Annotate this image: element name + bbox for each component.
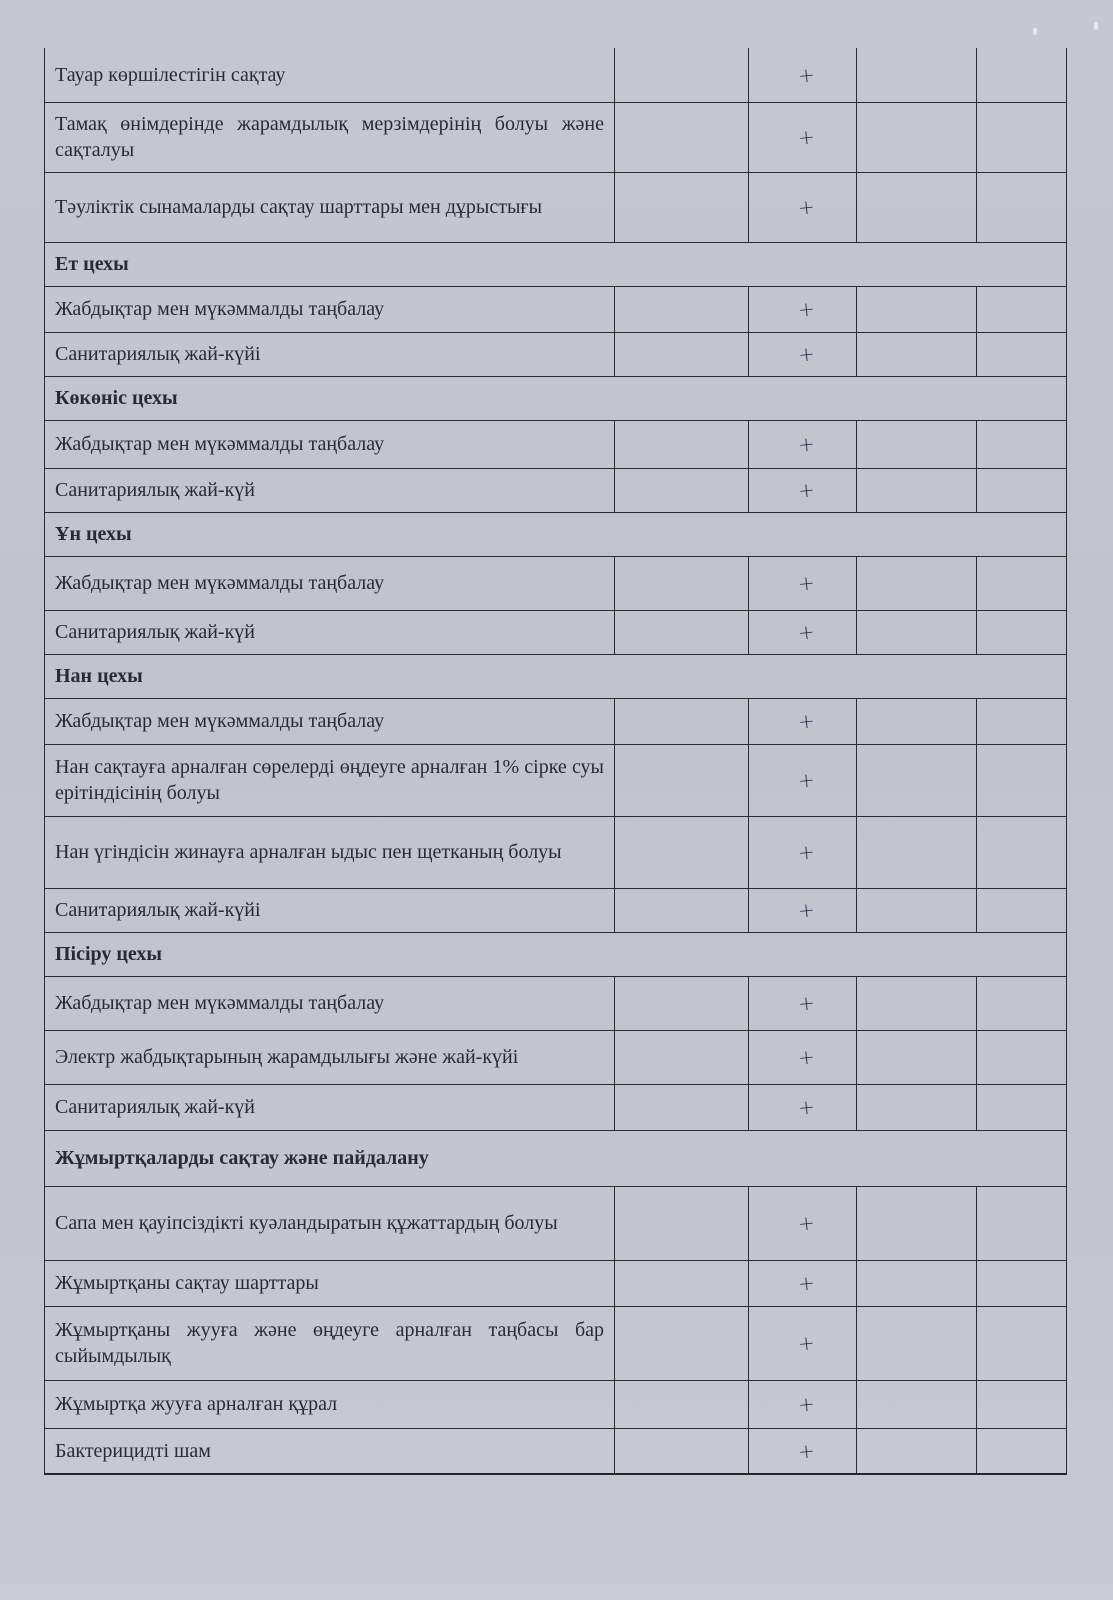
handwritten-mark-cell — [749, 420, 857, 468]
empty-cell — [857, 468, 977, 512]
plus-mark-icon: + — [796, 1437, 817, 1464]
handwritten-mark-cell — [749, 1030, 857, 1084]
handwritten-mark-cell — [749, 102, 857, 172]
handwritten-mark-cell — [749, 1306, 857, 1380]
plus-mark-icon: + — [796, 431, 817, 457]
section-header-row — [45, 654, 1067, 698]
empty-cell — [857, 556, 977, 610]
empty-cell — [857, 1260, 977, 1306]
empty-cell — [857, 888, 977, 932]
handwritten-mark-cell — [749, 468, 857, 512]
plus-mark-icon: + — [796, 194, 817, 220]
checklist-row — [45, 48, 1067, 102]
empty-cell — [615, 1306, 749, 1380]
plus-mark-icon: + — [796, 767, 817, 793]
checklist-row — [45, 1030, 1067, 1084]
plus-mark-icon: + — [796, 990, 817, 1016]
checklist-row — [45, 1084, 1067, 1130]
plus-mark-icon: + — [796, 897, 817, 923]
empty-cell — [857, 420, 977, 468]
plus-mark-icon: + — [796, 570, 817, 596]
checklist-row — [45, 556, 1067, 610]
section-header-row — [45, 932, 1067, 976]
section-title: Ұн цехы — [45, 512, 1067, 556]
empty-cell — [857, 48, 977, 102]
empty-cell — [615, 698, 749, 744]
empty-cell — [857, 332, 977, 376]
plus-mark-icon: + — [796, 1330, 817, 1356]
empty-cell — [977, 744, 1067, 816]
checklist-row — [45, 1306, 1067, 1380]
handwritten-mark-cell — [749, 1186, 857, 1260]
empty-cell — [857, 1306, 977, 1380]
empty-cell — [977, 610, 1067, 654]
paper-speck — [1033, 28, 1037, 35]
section-header-row — [45, 1130, 1067, 1186]
checklist-item-label: Бактерицидті шам — [45, 1428, 615, 1474]
checklist-row — [45, 1380, 1067, 1428]
empty-cell — [615, 556, 749, 610]
checklist-row — [45, 976, 1067, 1030]
checklist-row — [45, 420, 1067, 468]
empty-cell — [977, 556, 1067, 610]
plus-mark-icon: + — [796, 296, 817, 322]
empty-cell — [977, 332, 1067, 376]
empty-cell — [857, 610, 977, 654]
checklist-item-label: Санитариялық жай-күй — [45, 1084, 615, 1130]
empty-cell — [857, 744, 977, 816]
empty-cell — [615, 286, 749, 332]
plus-mark-icon: + — [796, 1270, 817, 1296]
empty-cell — [615, 102, 749, 172]
empty-cell — [857, 1428, 977, 1474]
section-title: Пісіру цехы — [45, 932, 1067, 976]
plus-mark-icon: + — [796, 1391, 817, 1417]
empty-cell — [857, 1084, 977, 1130]
checklist-row — [45, 744, 1067, 816]
empty-cell — [977, 888, 1067, 932]
empty-cell — [977, 1260, 1067, 1306]
empty-cell — [615, 172, 749, 242]
handwritten-mark-cell — [749, 1428, 857, 1474]
empty-cell — [857, 286, 977, 332]
empty-cell — [857, 172, 977, 242]
empty-cell — [857, 698, 977, 744]
empty-cell — [977, 1306, 1067, 1380]
checklist-item-label: Жабдықтар мен мүкәммалды таңбалау — [45, 286, 615, 332]
handwritten-mark-cell — [749, 698, 857, 744]
empty-cell — [977, 48, 1067, 102]
empty-cell — [615, 1084, 749, 1130]
section-header-row — [45, 512, 1067, 556]
empty-cell — [977, 816, 1067, 888]
handwritten-mark-cell — [749, 332, 857, 376]
handwritten-mark-cell — [749, 172, 857, 242]
empty-cell — [857, 1380, 977, 1428]
section-title: Жұмыртқаларды сақтау және пайдалану — [45, 1130, 1067, 1186]
handwritten-mark-cell — [749, 610, 857, 654]
empty-cell — [615, 1260, 749, 1306]
empty-cell — [615, 976, 749, 1030]
checklist-row — [45, 172, 1067, 242]
empty-cell — [977, 286, 1067, 332]
plus-mark-icon: + — [796, 839, 817, 865]
handwritten-mark-cell — [749, 976, 857, 1030]
empty-cell — [857, 816, 977, 888]
checklist-item-label: Жабдықтар мен мүкәммалды таңбалау — [45, 976, 615, 1030]
plus-mark-icon: + — [796, 708, 817, 734]
checklist-item-label: Санитариялық жай-күйі — [45, 332, 615, 376]
empty-cell — [615, 816, 749, 888]
checklist-item-label: Жұмыртқаны сақтау шарттары — [45, 1260, 615, 1306]
empty-cell — [977, 468, 1067, 512]
empty-cell — [615, 420, 749, 468]
empty-cell — [977, 420, 1067, 468]
checklist-row — [45, 332, 1067, 376]
section-title: Көкөніс цехы — [45, 376, 1067, 420]
empty-cell — [977, 1084, 1067, 1130]
checklist-item-label: Нан үгіндісін жинауға арналған ыдыс пен щетканың болуы — [45, 816, 615, 888]
checklist-item-label: Санитариялық жай-күйі — [45, 888, 615, 932]
empty-cell — [977, 698, 1067, 744]
checklist-item-label: Жұмыртқаны жууға және өңдеуге арналған таңбасы бар сыйымдылық — [45, 1306, 615, 1380]
checklist-item-label: Тәуліктік сынамаларды сақтау шарттары мен дұрыстығы — [45, 172, 615, 242]
checklist-item-label: Электр жабдықтарының жарамдылығы және жай-күйі — [45, 1030, 615, 1084]
empty-cell — [615, 48, 749, 102]
checklist-body — [45, 48, 1067, 1474]
checklist-item-label: Жабдықтар мен мүкәммалды таңбалау — [45, 698, 615, 744]
checklist-item-label: Жабдықтар мен мүкәммалды таңбалау — [45, 556, 615, 610]
section-title: Ет цехы — [45, 242, 1067, 286]
empty-cell — [615, 332, 749, 376]
checklist-row — [45, 1260, 1067, 1306]
handwritten-mark-cell — [749, 286, 857, 332]
section-header-row — [45, 376, 1067, 420]
empty-cell — [857, 102, 977, 172]
handwritten-mark-cell — [749, 888, 857, 932]
empty-cell — [615, 468, 749, 512]
handwritten-mark-cell — [749, 556, 857, 610]
checklist-item-label: Жабдықтар мен мүкәммалды таңбалау — [45, 420, 615, 468]
checklist-row — [45, 286, 1067, 332]
checklist-row — [45, 888, 1067, 932]
checklist-item-label: Сапа мен қауіпсіздікті куәландыратын құжаттардың болуы — [45, 1186, 615, 1260]
plus-mark-icon: + — [796, 1210, 817, 1236]
empty-cell — [857, 1186, 977, 1260]
empty-cell — [977, 1030, 1067, 1084]
plus-mark-icon: + — [796, 619, 817, 645]
checklist-row — [45, 610, 1067, 654]
empty-cell — [615, 610, 749, 654]
empty-cell — [977, 976, 1067, 1030]
checklist-row — [45, 1186, 1067, 1260]
handwritten-mark-cell — [749, 1260, 857, 1306]
handwritten-mark-cell — [749, 1380, 857, 1428]
plus-mark-icon: + — [796, 477, 817, 503]
empty-cell — [857, 976, 977, 1030]
plus-mark-icon: + — [796, 124, 817, 150]
checklist-item-label: Тауар көршілестігін сақтау — [45, 48, 615, 102]
empty-cell — [977, 102, 1067, 172]
empty-cell — [977, 1186, 1067, 1260]
checklist-row — [45, 698, 1067, 744]
plus-mark-icon: + — [796, 1094, 817, 1120]
checklist-row — [45, 468, 1067, 512]
empty-cell — [977, 172, 1067, 242]
checklist-row — [45, 1428, 1067, 1474]
checklist-item-label: Санитариялық жай-күй — [45, 468, 615, 512]
inspection-checklist-table — [44, 48, 1067, 1475]
empty-cell — [857, 1030, 977, 1084]
empty-cell — [977, 1380, 1067, 1428]
empty-cell — [615, 1428, 749, 1474]
handwritten-mark-cell — [749, 48, 857, 102]
checklist-item-label: Жұмыртқа жууға арналған құрал — [45, 1380, 615, 1428]
checklist-row — [45, 102, 1067, 172]
checklist-item-label: Тамақ өнімдерінде жарамдылық мерзімдерінің болуы және сақталуы — [45, 102, 615, 172]
empty-cell — [977, 1428, 1067, 1474]
handwritten-mark-cell — [749, 744, 857, 816]
section-title: Нан цехы — [45, 654, 1067, 698]
plus-mark-icon: + — [796, 61, 817, 88]
checklist-item-label: Санитариялық жай-күй — [45, 610, 615, 654]
checklist-item-label: Нан сақтауға арналған сөрелерді өңдеуге арналған 1% сірке суы ерітіндісінің болуы — [45, 744, 615, 816]
section-header-row — [45, 242, 1067, 286]
checklist-row — [45, 816, 1067, 888]
handwritten-mark-cell — [749, 816, 857, 888]
handwritten-mark-cell — [749, 1084, 857, 1130]
empty-cell — [615, 888, 749, 932]
paper-speck — [1094, 22, 1098, 30]
empty-cell — [615, 1186, 749, 1260]
empty-cell — [615, 744, 749, 816]
empty-cell — [615, 1380, 749, 1428]
plus-mark-icon: + — [796, 1044, 817, 1070]
empty-cell — [615, 1030, 749, 1084]
plus-mark-icon: + — [796, 341, 817, 367]
